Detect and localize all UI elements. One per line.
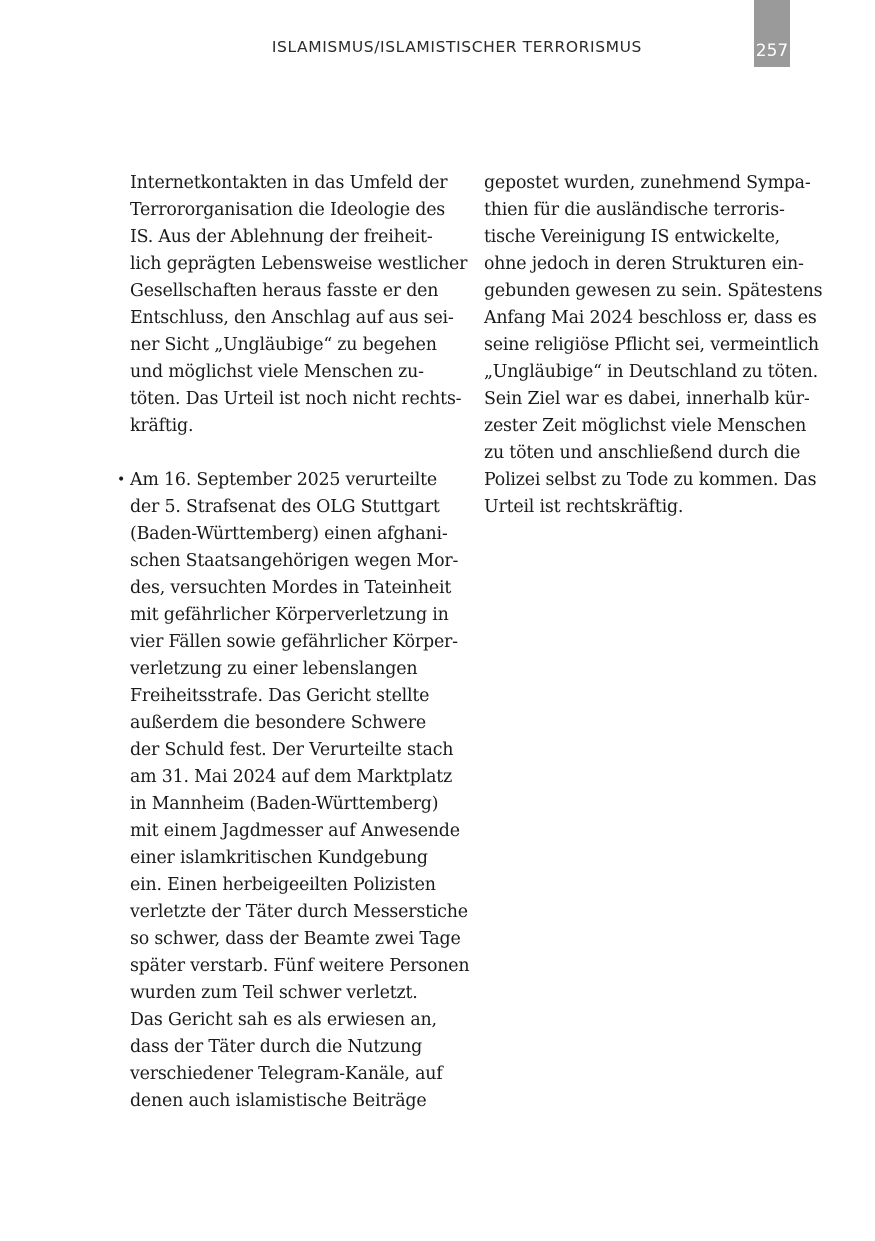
text-line: (Baden-Württemberg) einen afghani-: [130, 524, 448, 544]
paragraph-continuation: [484, 170, 823, 521]
text-line: der 5. Strafsenat des OLG Stuttgart: [130, 497, 440, 517]
text-line: tische Vereinigung IS entwickelte,: [484, 227, 780, 247]
text-line-content: Am 16. September 2025 verurteilte: [130, 470, 437, 490]
text-line: mit einem Jagdmesser auf Anwesende: [130, 821, 460, 841]
page-number: 257: [755, 41, 789, 61]
text-line: Anfang Mai 2024 beschloss er, dass es: [484, 308, 817, 328]
text-line: kräftig.: [130, 416, 194, 436]
text-line: verletzte der Täter durch Messerstiche: [130, 902, 468, 922]
text-line: Urteil ist rechtskräftig.: [484, 497, 684, 517]
text-line: IS. Aus der Ablehnung der freiheit-: [130, 227, 433, 247]
text-line: Freiheitsstrafe. Das Gericht stellte: [130, 686, 430, 706]
text-line: der Schuld fest. Der Verurteilte stach: [130, 740, 454, 760]
text-line: Sein Ziel war es dabei, innerhalb kür-: [484, 389, 810, 409]
text-line: zu töten und anschließend durch die: [484, 443, 801, 463]
text-line: thien für die ausländische terroris-: [484, 200, 785, 220]
text-line: ein. Einen herbeigeeilten Polizisten: [130, 875, 436, 895]
text-line: und möglichst viele Menschen zu-: [130, 362, 424, 382]
text-line: zester Zeit möglichst viele Menschen: [484, 416, 807, 436]
text-line: schen Staatsangehörigen wegen Mor-: [130, 551, 459, 571]
text-line: so schwer, dass der Beamte zwei Tage: [130, 929, 461, 949]
text-line: mit gefährlicher Körperverletzung in: [130, 605, 449, 625]
text-line: in Mannheim (Baden-Württemberg): [130, 794, 439, 814]
text-line: „Ungläubige“ in Deutschland zu töten.: [484, 362, 818, 382]
paragraph-gap: [130, 440, 450, 467]
text-line: gebunden gewesen zu sein. Spätestens: [484, 281, 823, 301]
text-line: Entschluss, den Anschlag auf aus sei-: [130, 308, 454, 328]
text-line: am 31. Mai 2024 auf dem Marktplatz: [130, 767, 453, 787]
right-column: [484, 170, 823, 521]
left-column: [117, 170, 470, 1115]
text-line: außerdem die besondere Schwere: [130, 713, 426, 733]
page-number-tab: [754, 0, 790, 67]
text-line: Terrororganisation die Ideologie des: [130, 200, 446, 220]
text-line: Gesellschaften heraus fasste er den: [130, 281, 439, 301]
text-line: Das Gericht sah es als erwiesen an,: [130, 1010, 437, 1030]
text-line: lich geprägten Lebensweise westlicher: [130, 254, 468, 274]
text-line: verschiedener Telegram-Kanäle, auf: [130, 1064, 443, 1084]
bullet-marker: •: [117, 472, 126, 488]
text-line: denen auch islamistische Beiträge: [130, 1091, 427, 1111]
bullet-list-item: [117, 467, 470, 1115]
text-line: später verstarb. Fünf weitere Personen: [130, 956, 470, 976]
text-line: vier Fällen sowie gefährlicher Körper-: [130, 632, 458, 652]
text-line: [117, 467, 450, 494]
text-line: gepostet wurden, zunehmend Sympa-: [484, 173, 811, 193]
running-header-title: ISLAMISMUS/ISLAMISTISCHER TERRORISMUS: [271, 38, 642, 56]
text-line: verletzung zu einer lebenslangen: [130, 659, 418, 679]
text-line: dass der Täter durch die Nutzung: [130, 1037, 423, 1057]
text-line: seine religiöse Pflicht sei, vermeintlich: [484, 335, 819, 355]
text-line: ohne jedoch in deren Strukturen ein-: [484, 254, 804, 274]
text-line: ner Sicht „Ungläubige“ zu begehen: [130, 335, 437, 355]
text-line: Internetkontakten in das Umfeld der: [130, 173, 448, 193]
paragraph-continuation: [130, 170, 468, 440]
text-line: Polizei selbst zu Tode zu kommen. Das: [484, 470, 817, 490]
text-line: einer islamkritischen Kundgebung: [130, 848, 428, 868]
text-line: töten. Das Urteil ist noch nicht rechts-: [130, 389, 462, 409]
text-line: wurden zum Teil schwer verletzt.: [130, 983, 418, 1003]
text-line: des, versuchten Mordes in Tateinheit: [130, 578, 452, 598]
